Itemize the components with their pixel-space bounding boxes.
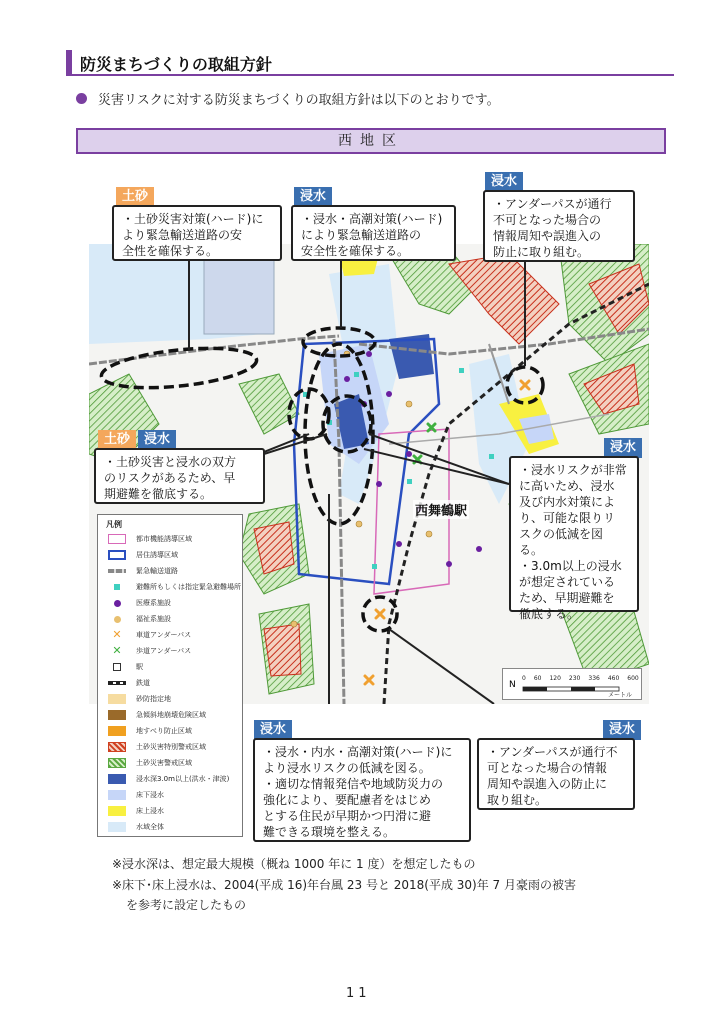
tag-flood: 浸水 [603,720,641,740]
legend-swatch-icon [108,774,126,784]
scale-ticks [522,675,639,682]
legend-item [108,613,171,625]
callout-line: 周知や誤進入の防止に [487,777,608,791]
legend-swatch-icon [108,614,126,624]
callout-underpass-south [477,738,635,810]
callout-line: ・浸水・内水・高潮対策(ハード)に [263,745,453,759]
legend-swatch-icon [108,662,126,672]
page-number: 11 [346,986,371,1001]
legend-label: 緊急輸送道路 [136,567,178,575]
callout-line: 難できる環境を整える。 [263,825,396,839]
callout-flood-road [291,205,456,261]
callout-line: 安全性を確保する。 [301,244,410,258]
legend-swatch-icon: ✕ [112,644,122,657]
tag-sand: 土砂 [116,187,154,207]
callout-line: 情報周知や誤進入の [493,229,602,243]
legend-item [108,533,192,545]
legend-label: 急傾斜地崩壊危険区域 [136,711,206,719]
tag-flood: 浸水 [604,438,642,458]
intro-text: 災害リスクに対する防災まちづくりの取組方針は以下のとおりです。 [98,93,500,108]
callout-line: スクの低減を図 [519,527,604,541]
callout-line: る。 [519,543,544,557]
legend-label: 鉄道 [136,679,150,687]
legend-swatch-icon [108,534,126,544]
legend-label: 水域全体 [136,823,164,831]
tag-sand: 土砂 [98,430,136,450]
callout-line: ・土砂災害対策(ハード)に [122,212,264,226]
callout-line: 強化により、要配慮者をはじめ [263,793,432,807]
legend-item [108,741,206,753]
callout-line: が想定されている [519,575,616,589]
legend-label: 浸水深3.0m以上(洪水・津波) [136,775,230,783]
legend-item [108,821,164,833]
bullet-icon [76,93,87,104]
callout-line: り、可能な限りリ [519,511,616,525]
callout-line: 徹底する。 [519,607,580,621]
scale-tick: 0 [522,675,526,682]
legend-item [108,773,229,785]
scale-tick: 460 [607,675,620,682]
page-title: 防災まちづくりの取組方針 [80,55,272,74]
legend-label: 床上浸水 [136,807,164,815]
legend-label: 居住誘導区域 [136,551,178,559]
legend-item [108,693,171,705]
legend-label: 福祉系施設 [136,615,171,623]
callout-line: 期避難を徹底する。 [104,487,213,501]
callout-sand-road [112,205,282,261]
legend-swatch-icon [108,790,126,800]
callout-line: により緊急輸送道路の [301,228,422,242]
legend-item [108,789,164,801]
legend-item [108,581,241,593]
legend-item [108,757,192,769]
legend-label: 都市機能誘導区域 [136,535,192,543]
callout-high-flood [509,456,639,621]
legend-item [108,645,191,657]
legend-item [108,661,143,673]
callout-line: ・土砂災害と浸水の双方 [104,455,237,469]
legend-item [108,629,191,641]
legend-title: 凡例 [106,520,122,529]
callout-dual-risk [94,448,265,504]
tag-flood: 浸水 [254,720,292,740]
legend-item [108,565,178,577]
legend-label: 土砂災害特別警戒区域 [136,743,206,751]
legend-label: 車道アンダーパス [136,631,192,639]
legend-swatch-icon [108,582,126,592]
tag-flood: 浸水 [138,430,176,450]
callout-line: 全性を確保する。 [122,244,219,258]
legend-item [108,549,178,561]
callout-line: より浸水リスクの低減を図る。 [263,761,431,775]
legend-swatch-icon [108,681,126,685]
legend-item [108,597,171,609]
legend-swatch-icon [108,742,126,752]
legend-item [108,709,206,721]
legend-label: 医療系施設 [136,599,171,607]
legend-item [108,805,164,817]
heading-accent [66,50,72,76]
callout-line: より緊急輸送道路の安 [122,228,243,242]
station-label: 西舞鶴駅 [413,500,469,519]
tag-flood: 浸水 [485,172,523,192]
legend-label: 砂防指定地 [136,695,171,703]
callout-line: に高いため、浸水 [519,479,615,493]
callout-line: ・アンダーパスが通行不 [487,745,618,759]
scale-unit: メートル [608,692,633,699]
legend-label: 土砂災害警戒区域 [136,759,192,767]
legend-item [108,677,150,689]
north-arrow-icon: N [509,680,516,690]
callout-line: ・浸水・高潮対策(ハード) [301,212,443,226]
scale-tick: 120 [549,675,561,682]
callout-flood-measures [253,738,471,842]
scale-tick: 600 [627,675,639,682]
callout-line: ・浸水リスクが非常 [519,463,627,477]
legend-swatch-icon [108,569,126,573]
callout-line: とする住民が早期かつ円滑に避 [263,809,432,823]
legend-swatch-icon [108,598,126,608]
callout-line: 及び内水対策によ [519,495,616,509]
scale-tick: 230 [568,675,581,682]
scale-tick: 336 [588,675,600,682]
map-legend [97,514,243,837]
legend-swatch-icon [108,758,126,768]
legend-label: 地すべり防止区域 [136,727,192,735]
footnote: ※浸水深は、想定最大規模（概ね 1000 年に 1 度）を想定したもの [112,857,476,871]
legend-swatch-icon [108,710,126,720]
footnote: ※床下･床上浸水は、2004(平成 16)年台風 23 号と 2018(平成 30)年 7 月豪雨の被害 [112,878,577,892]
legend-swatch-icon: ✕ [112,628,122,641]
callout-line: 防止に取り組む。 [493,245,590,259]
callout-line: のリスクがあるため、早 [104,471,236,485]
legend-label: 駅 [136,663,143,671]
callout-line: ため、早期避難を [519,591,615,605]
callout-line: ・3.0m以上の浸水 [519,559,622,573]
legend-swatch-icon [108,726,126,736]
callout-line: ・アンダーパスが通行 [493,197,612,211]
legend-label: 避難所もしくは指定緊急避難場所 [136,583,241,591]
legend-swatch-icon [108,694,126,704]
callout-line: ・適切な情報発信や地域防災力の [263,777,444,791]
legend-label: 床下浸水 [136,791,164,799]
callout-line: 不可となった場合の [493,213,602,227]
callout-underpass-north [483,190,635,262]
legend-item [108,725,192,737]
district-banner: 西地区 [76,128,666,154]
legend-swatch-icon [108,550,126,560]
tag-flood: 浸水 [294,187,332,207]
legend-swatch-icon [108,806,126,816]
scale-tick: 60 [533,675,542,682]
callout-line: 取り組む。 [487,793,548,807]
callout-line: 可となった場合の情報 [487,761,608,775]
legend-label: 歩道アンダーパス [136,647,192,655]
footnote: を参考に設定したもの [126,898,247,912]
legend-swatch-icon [108,822,126,832]
